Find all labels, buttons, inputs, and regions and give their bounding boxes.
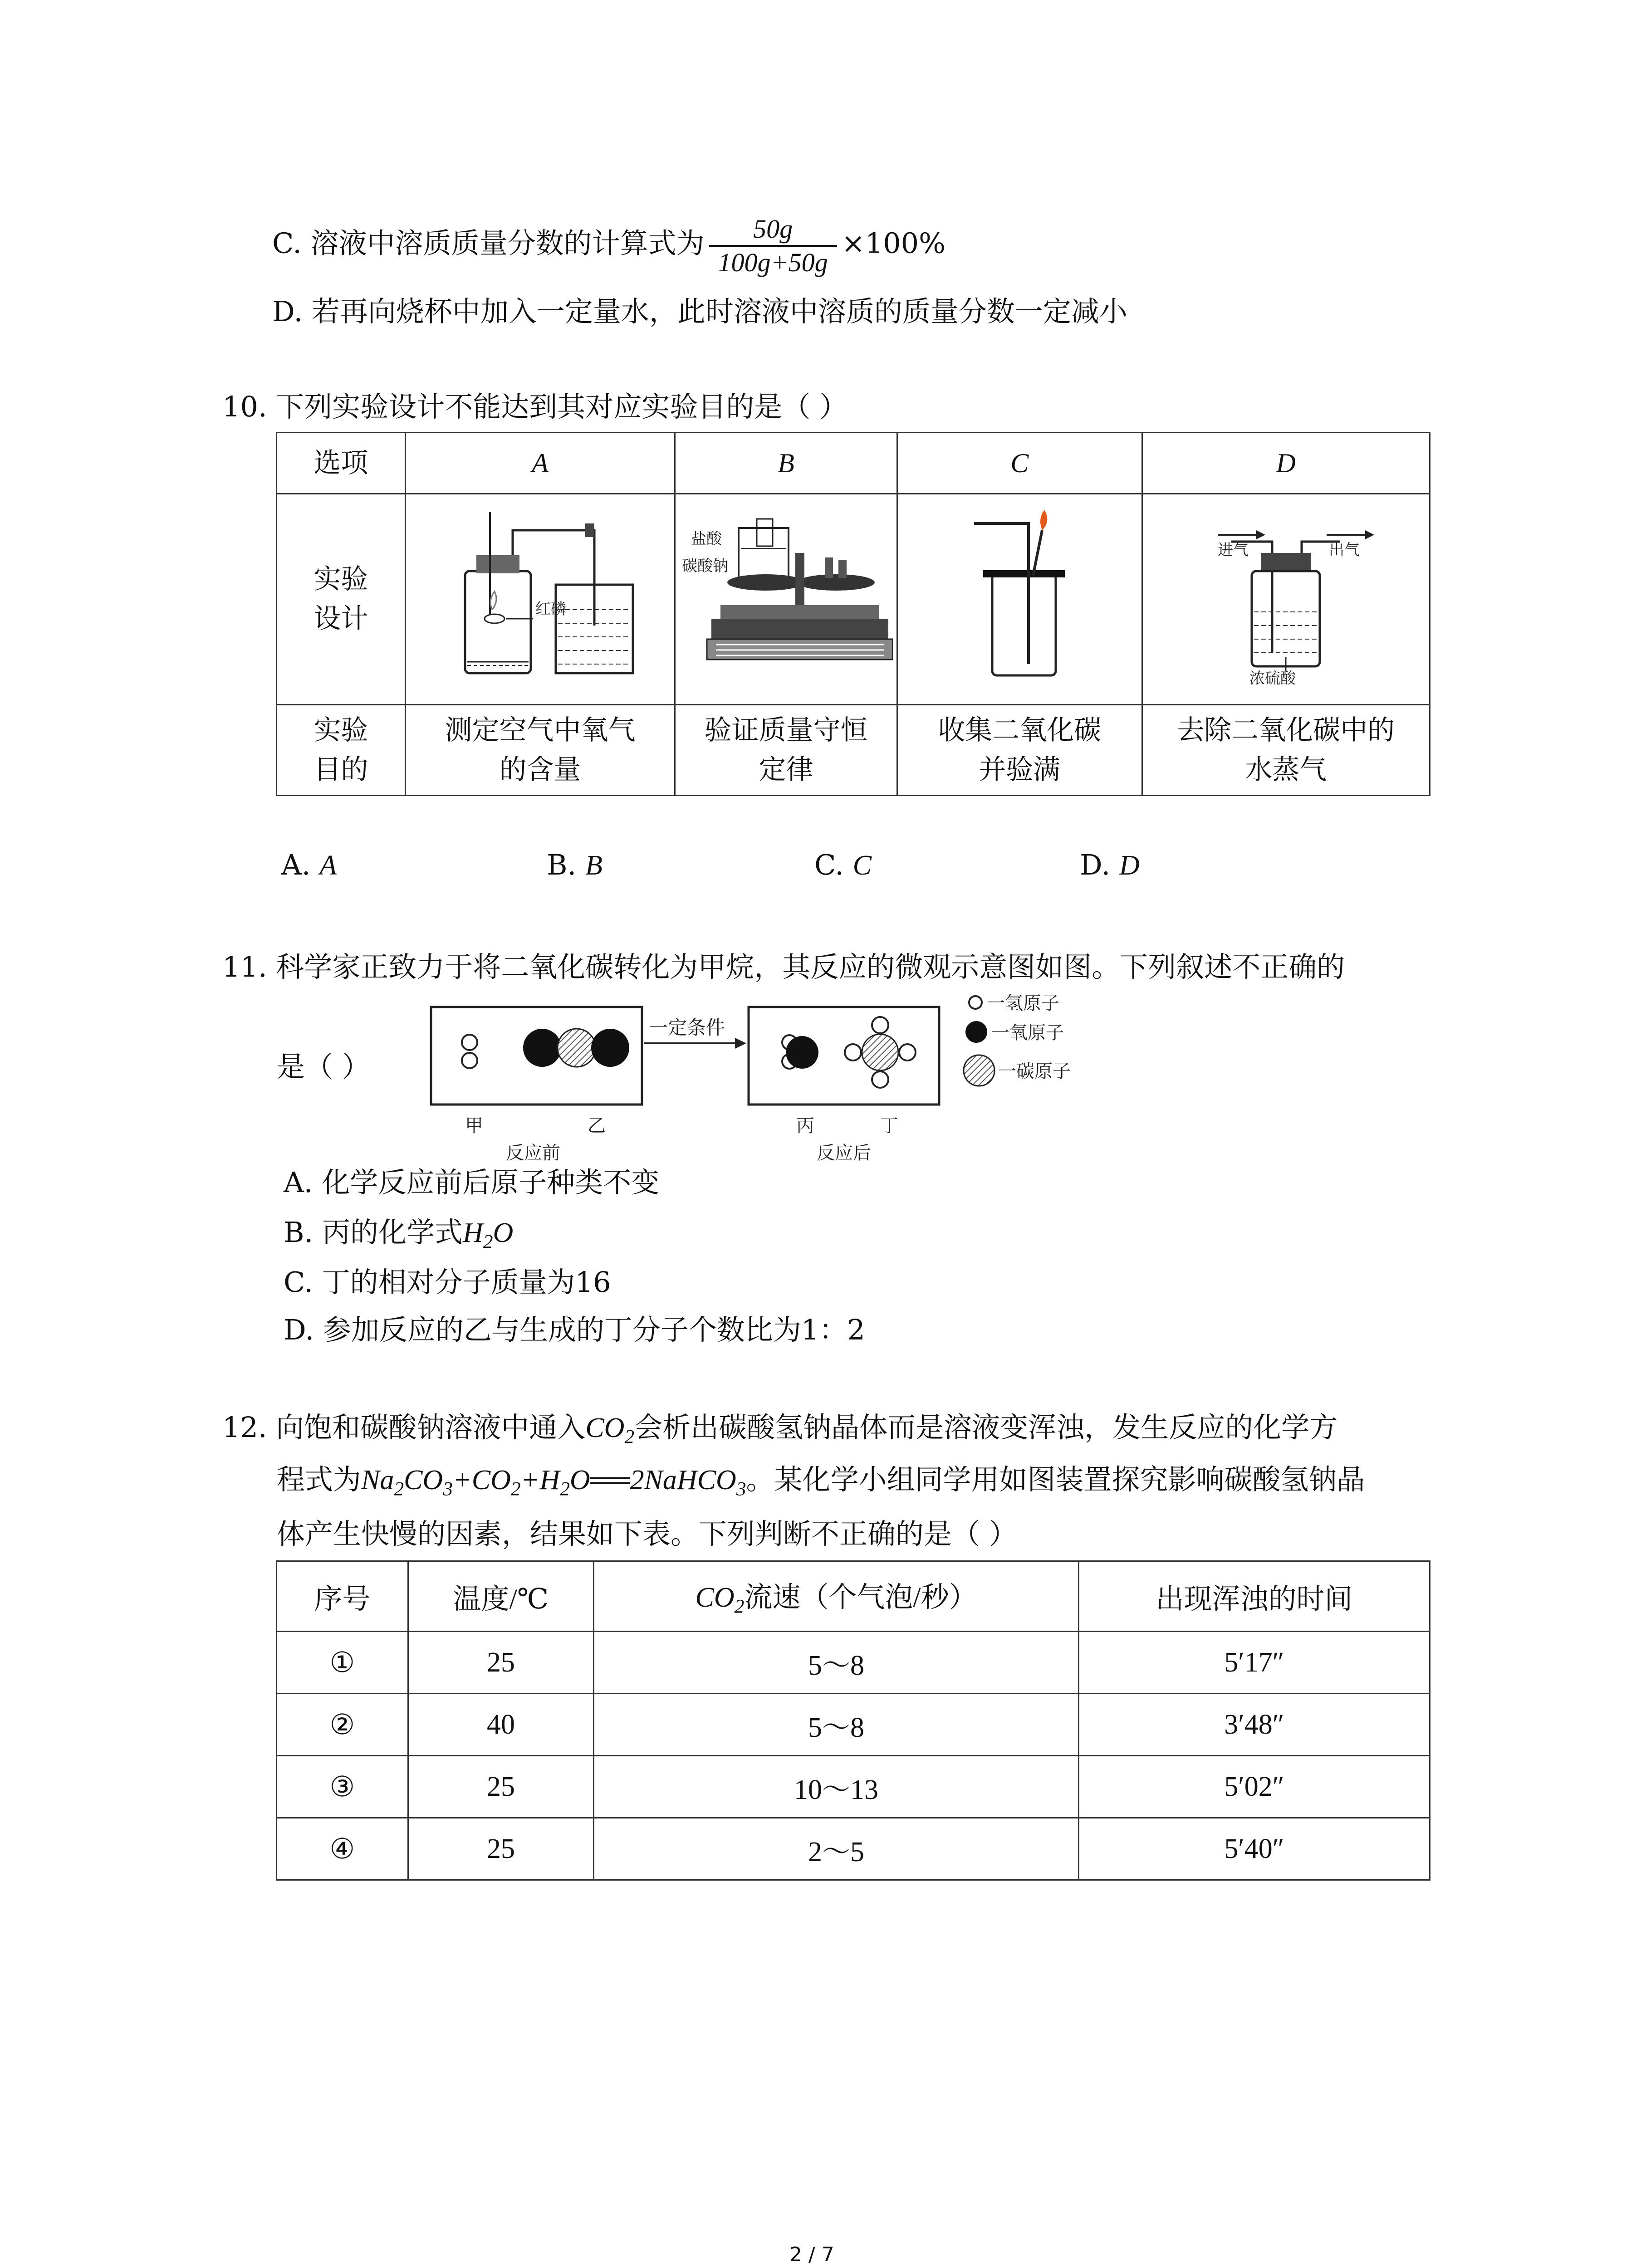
figure-a-cell	[405, 494, 675, 705]
figure-d-cell	[1142, 494, 1430, 705]
q12-line-2: 程式为$Na_2CO_3+CO_2+H_2O══2NaHCO_3$。某化学小组同学用如图装置探究影响碳酸氢钠晶	[277, 1463, 1365, 1500]
goal-b: 验证质量守恒定律	[675, 705, 897, 796]
q12-line-1: 12. 向饱和碳酸钠溶液中通入$CO_2$会析出碳酸氢钠晶体而是溶液变浑浊，发生反应的化学方	[222, 1411, 1338, 1448]
figure-b-cell	[675, 494, 897, 705]
header-c: C	[897, 433, 1142, 494]
header-a: A	[405, 433, 675, 494]
apparatus-a-figure	[422, 503, 658, 684]
q11-stem: 11. 科学家正致力于将二氧化碳转化为甲烷，其反应的微观示意图如图。下列叙述不正确的	[222, 950, 1345, 983]
figure-c-cell	[897, 494, 1142, 705]
apparatus-b-figure	[680, 503, 893, 684]
apparatus-c-figure	[906, 503, 1133, 684]
caption-before: 反应前	[506, 1143, 560, 1163]
q11-stem-2: 是（ ）	[277, 1050, 370, 1083]
legend-hydrogen: 一氢原子	[987, 993, 1059, 1014]
table-row: ③ 25 10～13 5′02″	[277, 1756, 1430, 1818]
table-row: ② 40 5～8 3′48″	[277, 1694, 1430, 1756]
page-number: 2 / 7	[789, 2243, 834, 2266]
header-rate: $CO_2$流速（个气泡/秒）	[594, 1561, 1079, 1632]
row-label-goal: 实验目的	[277, 705, 406, 796]
q9-option-d: D. 若再向烧杯中加入一定量水，此时溶液中溶质的质量分数一定减小	[272, 295, 1127, 328]
q12-line-3: 体产生快慢的因素，结果如下表。下列判断不正确的是（ ）	[277, 1517, 1017, 1550]
table-row: ① 25 5～8 5′17″	[277, 1632, 1430, 1694]
q12-table	[276, 1560, 1430, 1881]
header-temp: 温度/℃	[408, 1561, 594, 1632]
label-hcl: 盐酸	[691, 530, 722, 548]
header-b: B	[675, 433, 897, 494]
legend-carbon: 一碳原子	[998, 1061, 1071, 1082]
q11-reaction-figure	[426, 989, 1434, 1170]
q10-option-a[interactable]: A. A	[281, 848, 337, 881]
caption-after: 反应后	[817, 1143, 871, 1163]
legend-oxygen: 一氧原子	[991, 1022, 1064, 1043]
caption-ding: 丁	[880, 1115, 898, 1136]
header-option: 选项	[277, 433, 406, 494]
fraction: $\frac{50g}{100g+50g}$	[709, 213, 837, 278]
goal-a: 测定空气中氧气的含量	[405, 705, 675, 796]
table-row: ④ 25 2～5 5′40″	[277, 1818, 1430, 1880]
apparatus-d-figure	[1159, 503, 1413, 684]
caption-yi: 乙	[588, 1115, 606, 1136]
q10-option-c[interactable]: C. C	[814, 848, 872, 881]
label-na2co3: 碳酸钠	[681, 557, 728, 575]
arrow-label: 一定条件	[649, 1017, 725, 1039]
caption-bing: 丙	[796, 1115, 814, 1136]
q10-table	[276, 432, 1430, 796]
header-d: D	[1142, 433, 1430, 494]
q11-option-a[interactable]: A. 化学反应前后原子种类不变	[284, 1166, 660, 1199]
q10-stem: 10. 下列实验设计不能达到其对应实验目的是（ ）	[222, 390, 848, 423]
label-conc-acid: 浓硫酸	[1249, 670, 1296, 684]
q11-option-b[interactable]: B. 丙的化学式$H_2O$	[284, 1216, 514, 1253]
label-red: 红磷	[535, 600, 567, 618]
q11-option-d[interactable]: D. 参加反应的乙与生成的丁分子个数比为1：2	[284, 1313, 865, 1346]
header-no: 序号	[277, 1561, 408, 1632]
header-time: 出现浑浊的时间	[1078, 1561, 1430, 1632]
label-out-gas: 出气	[1329, 541, 1360, 559]
label-in-gas: 进气	[1218, 541, 1249, 559]
caption-jia: 甲	[465, 1115, 483, 1136]
chemical-equation: $Na_2CO_3+CO_2+H_2O══2NaHCO_3$	[361, 1465, 746, 1500]
goal-d: 去除二氧化碳中的水蒸气	[1142, 705, 1430, 796]
q10-option-d[interactable]: D. D	[1080, 848, 1140, 881]
q10-option-b[interactable]: B. B	[547, 848, 603, 881]
goal-c: 收集二氧化碳并验满	[897, 705, 1142, 796]
row-label-design: 实验设计	[277, 494, 406, 705]
q11-option-c[interactable]: C. 丁的相对分子质量为16	[284, 1266, 611, 1299]
q9-option-c: C. 溶液中溶质质量分数的计算式为 $\frac{50g}{100g+50g}$ ×100%	[272, 213, 945, 278]
